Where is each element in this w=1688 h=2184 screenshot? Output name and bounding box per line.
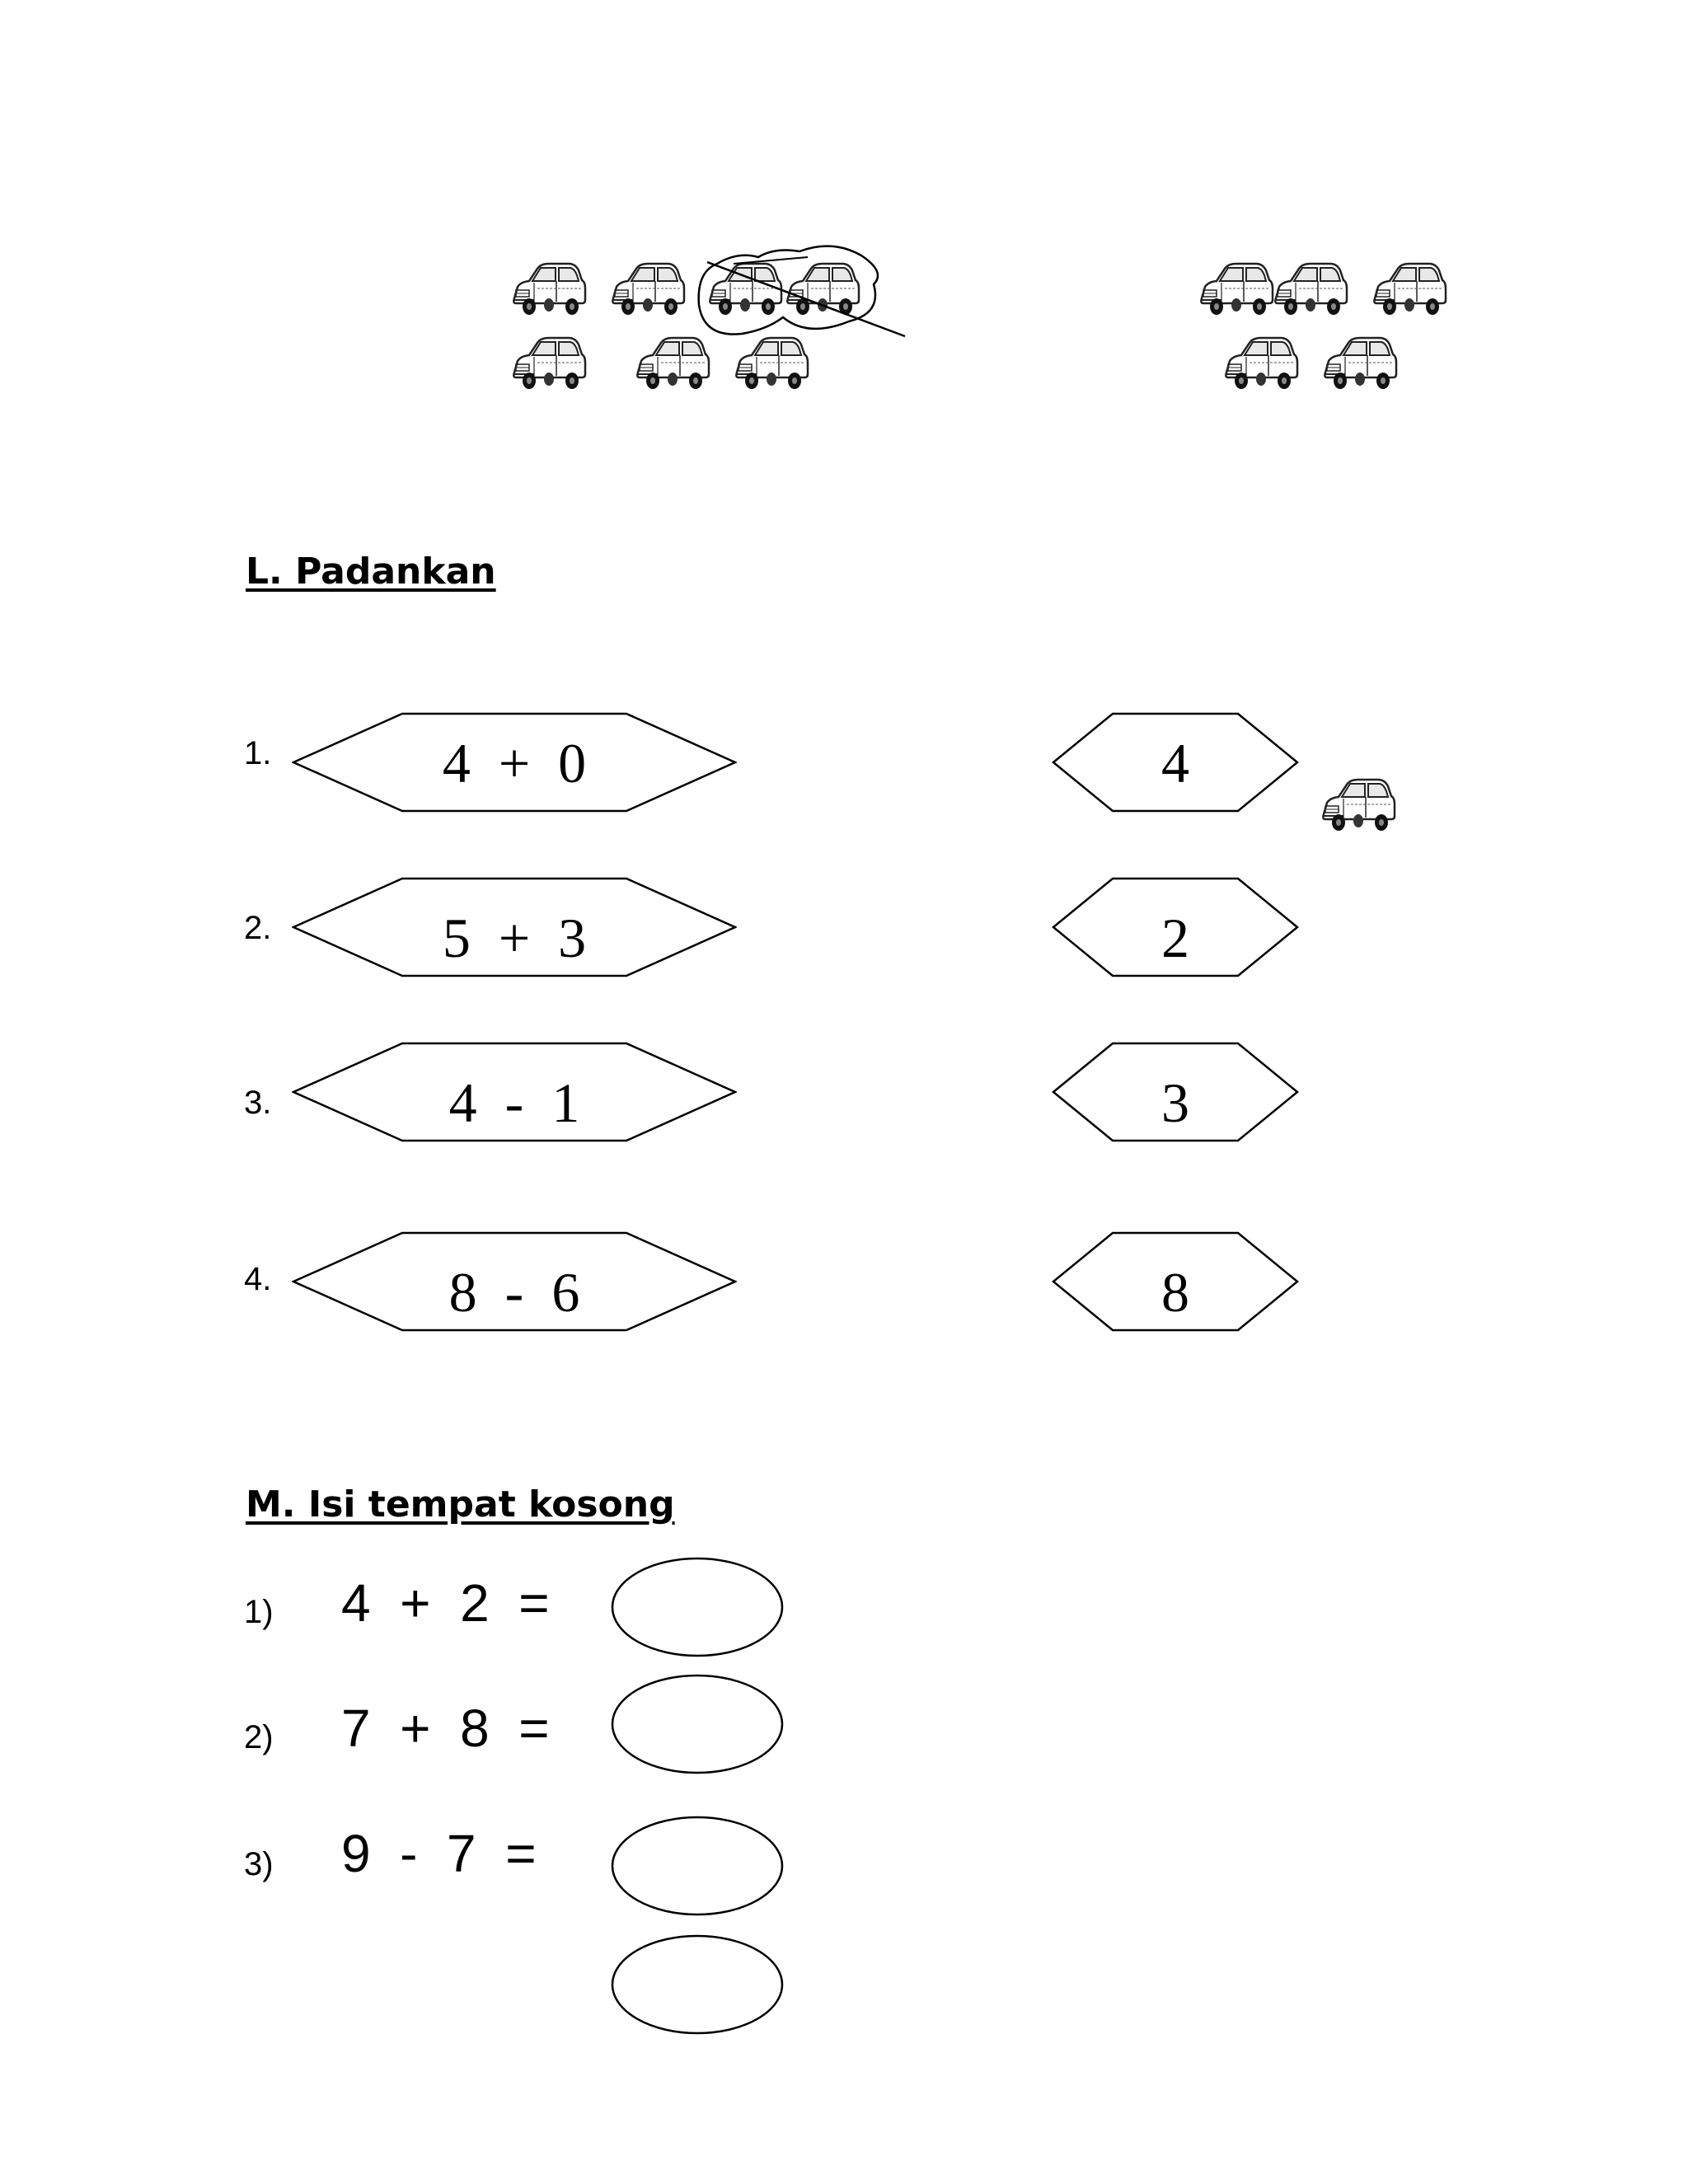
expression-hexagon[interactable]	[292, 1231, 737, 1332]
question-number: 3.	[244, 1085, 272, 1121]
answer-text: 8	[1161, 1261, 1189, 1324]
expression-text: 4 + 0	[442, 732, 587, 794]
equation-text: 7 + 8 =	[341, 1699, 550, 1758]
car-icon	[1370, 255, 1448, 323]
answer-oval[interactable]	[610, 1933, 785, 2036]
expression-text: 5 + 3	[442, 907, 587, 969]
answer-hexagon[interactable]	[1052, 712, 1299, 813]
car-icon	[509, 255, 588, 323]
section-m-title: M. Isi tempat kosong	[246, 1483, 675, 1526]
answer-text: 4	[1161, 732, 1189, 794]
answer-oval[interactable]	[610, 1815, 785, 1917]
car-icon	[509, 330, 588, 397]
answer-text: 2	[1161, 907, 1189, 969]
question-number: 1)	[244, 1594, 274, 1630]
expression-text: 4 - 1	[448, 1071, 580, 1134]
car-icon	[1197, 255, 1275, 323]
answer-hexagon[interactable]	[1052, 1042, 1299, 1142]
answer-hexagon[interactable]	[1052, 1231, 1299, 1332]
answer-text: 3	[1161, 1071, 1189, 1134]
answer-hexagon[interactable]	[1052, 877, 1299, 977]
question-number: 2)	[244, 1719, 274, 1755]
expression-hexagon[interactable]	[292, 877, 737, 977]
expression-text: 8 - 6	[448, 1261, 580, 1324]
car-icon	[1221, 330, 1300, 397]
equation-text: 4 + 2 =	[341, 1573, 550, 1633]
expression-hexagon[interactable]	[292, 1042, 737, 1142]
car-icon	[608, 255, 687, 323]
car-icon	[1320, 330, 1399, 397]
section-l-title: L. Padankan	[246, 551, 496, 593]
answer-oval[interactable]	[610, 1673, 785, 1775]
handwritten-circle-mark	[692, 239, 907, 346]
question-number: 3)	[244, 1846, 274, 1882]
equation-text: 9 - 7 =	[341, 1824, 537, 1883]
expression-hexagon[interactable]	[292, 712, 737, 813]
question-number: 4.	[244, 1261, 272, 1297]
car-icon	[1319, 771, 1397, 839]
question-number: 1.	[244, 735, 272, 771]
question-number: 2.	[244, 910, 272, 946]
car-icon	[1271, 255, 1349, 323]
answer-oval[interactable]	[610, 1556, 785, 1658]
